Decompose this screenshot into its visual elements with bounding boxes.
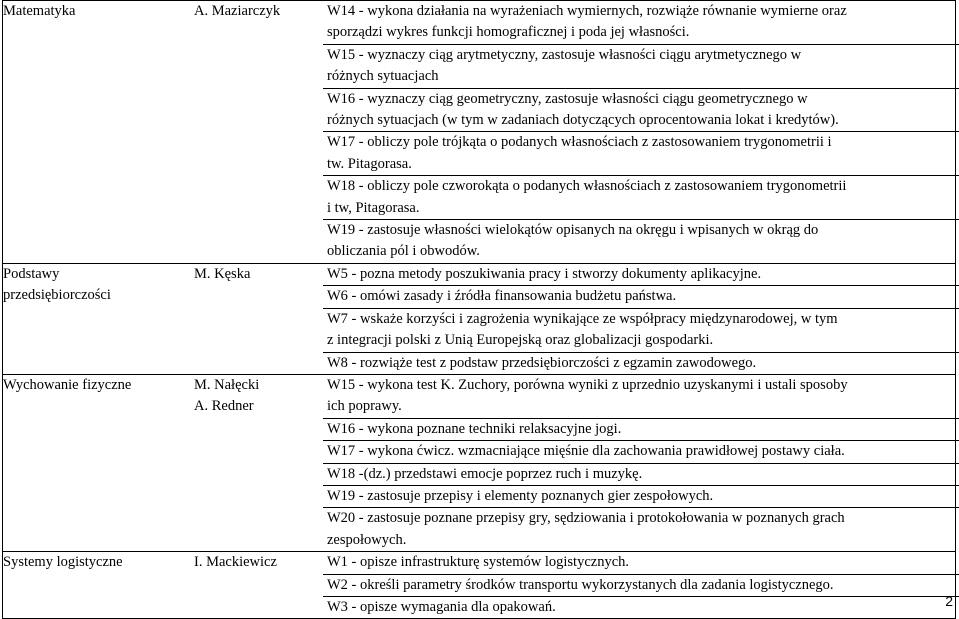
learning-outcome (323, 419, 959, 441)
teacher-name: I. Mackiewicz (194, 554, 277, 571)
learning-outcome (323, 441, 959, 463)
teacher-name: M. Kęska (194, 265, 251, 282)
page-number: 2 (945, 593, 953, 609)
learning-outcome (323, 286, 959, 308)
learning-outcome-text: W1 - opisze infrastrukturę systemów logistycznych. (327, 554, 630, 571)
learning-outcome (323, 508, 959, 551)
learning-outcome-text: W17 - wykona ćwicz. wzmacniające mięśnie dla zachowania prawidłowej postawy ciała. (327, 443, 845, 460)
learning-outcome-text: i tw, Pitagorasa. (327, 199, 420, 216)
learning-outcome (323, 309, 959, 353)
learning-outcome-text: ich poprawy. (327, 398, 402, 415)
learning-outcome-text: różnych sytuacjach (w tym w zadaniach dotyczących oprocentowania lokat i kredytów). (327, 112, 839, 129)
teacher-cell (194, 552, 327, 619)
learning-outcome (323, 264, 959, 286)
teacher-cell (194, 374, 327, 551)
learning-outcome (323, 552, 959, 574)
learning-outcome-text: W3 - opisze wymagania dla opakowań. (327, 598, 556, 615)
learning-outcome-text: W19 - zastosuje własności wielokątów opisanych na okręgu i wpisanych w okrąg do (327, 222, 819, 239)
learning-outcome-text: W16 - wykona poznane techniki relaksacyjne jogi. (327, 420, 622, 437)
learning-outcome (323, 1, 959, 45)
learning-outcome (323, 176, 959, 220)
outcomes-cell (327, 263, 956, 374)
learning-outcome-text: W7 - wskaże korzyści i zagrożenia wynikające ze współpracy międzynarodowej, w tym (327, 310, 838, 327)
teacher-cell (194, 1, 327, 264)
subject-cell (3, 374, 195, 551)
teacher-cell (194, 263, 327, 374)
learning-outcome (323, 375, 959, 419)
subject-row (3, 263, 956, 374)
teacher-name: A. Maziarczyk (194, 3, 281, 19)
learning-outcome (323, 464, 959, 486)
learning-outcome-text: sporządzi wykres funkcji homograficznej i poda jej własności. (327, 24, 690, 41)
subject-cell (3, 552, 195, 619)
learning-outcome-text: obliczania pól i obwodów. (327, 243, 480, 260)
learning-outcome-text: W8 - rozwiąże test z podstaw przedsiębiorczości z egzamin zawodowego. (327, 354, 757, 371)
learning-outcome (323, 353, 959, 374)
subject-cell (3, 1, 195, 264)
subject-name: Matematyka (3, 3, 76, 19)
teacher-name: M. Nałęcki (194, 376, 260, 393)
learning-outcome (323, 486, 959, 508)
learning-outcome-text: W2 - określi parametry środków transportu wykorzystanych dla zadania logistycznego. (327, 576, 834, 593)
learning-outcome-text: W6 - omówi zasady i źródła finansowania budżetu państwa. (327, 288, 677, 305)
learning-outcome (323, 575, 959, 597)
learning-outcome-text: W15 - wyznaczy ciąg arytmetyczny, zastosuje własności ciągu arytmetycznego w (327, 46, 802, 63)
learning-outcome-text: z integracji polski z Unią Europejską oraz globalizacji gospodarki. (327, 332, 714, 349)
learning-outcome-text: W16 - wyznaczy ciąg geometryczny, zastosuje własności ciągu geometrycznego w (327, 90, 808, 107)
learning-outcome-text: W15 - wykona test K. Zuchory, porówna wyniki z uprzednio uzyskanymi i ustali sposoby (327, 376, 848, 393)
outcomes-cell (327, 374, 956, 551)
learning-outcome-text: zespołowych. (327, 531, 407, 548)
teacher-name: A. Redner (194, 398, 254, 415)
outcomes-cell (327, 1, 956, 264)
learning-outcome-text: W17 - obliczy pole trójkąta o podanych własnościach z zastosowaniem trygonometrii i (327, 134, 832, 151)
subject-name: Podstawy (3, 265, 60, 282)
outcomes-cell (327, 552, 956, 619)
subject-row (3, 1, 956, 264)
learning-outcome-text: W18 -(dz.) przedstawi emocje poprzez ruch i muzykę. (327, 465, 643, 482)
subject-name: przedsiębiorczości (3, 287, 111, 304)
subject-row (3, 374, 956, 551)
learning-outcome-text: tw. Pitagorasa. (327, 155, 412, 172)
learning-outcome (323, 597, 959, 618)
learning-outcome-text: W19 - zastosuje przepisy i elementy poznanych gier zespołowych. (327, 487, 714, 504)
subject-name: Wychowanie fizyczne (3, 376, 132, 393)
learning-outcome (323, 220, 959, 263)
subject-name: Systemy logistyczne (3, 554, 123, 571)
learning-outcome-text: W14 - wykona działania na wyrażeniach wymiernych, rozwiąże równanie wymierne oraz (327, 3, 847, 19)
learning-outcome (323, 45, 959, 89)
learning-outcome-text: W18 - obliczy pole czworokąta o podanych własnościach z zastosowaniem trygonometrii (327, 178, 847, 195)
learning-outcome-text: W5 - pozna metody poszukiwania pracy i stworzy dokumenty aplikacyjne. (327, 265, 762, 282)
learning-outcome-text: różnych sytuacjach (327, 68, 439, 85)
subject-row (3, 552, 956, 619)
learning-outcome (323, 89, 959, 133)
curriculum-table (2, 0, 956, 619)
learning-outcome (323, 132, 959, 176)
curriculum-table-body (3, 1, 956, 619)
learning-outcome-text: W20 - zastosuje poznane przepisy gry, sędziowania i protokołowania w poznanych grach (327, 510, 845, 527)
subject-cell (3, 263, 195, 374)
